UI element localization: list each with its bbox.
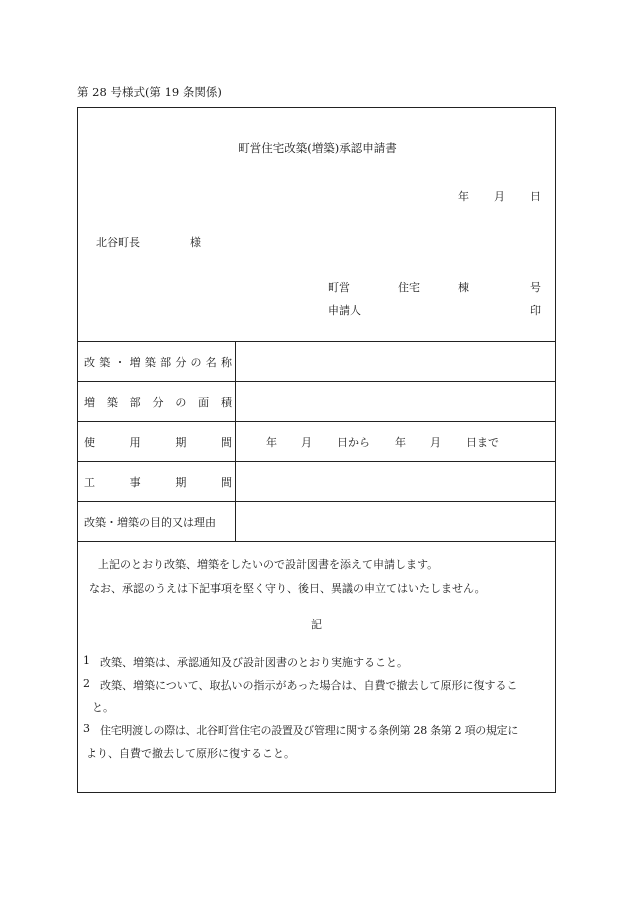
housing-mid: 住宅	[398, 281, 420, 294]
condition-text: 改築、増築について、取払いの指示があった場合は、自費で撤去して原形に復するこ	[100, 679, 518, 692]
unit-label: 号	[530, 281, 541, 294]
period-day-end: 日まで	[466, 436, 499, 449]
ki-heading: 記	[311, 618, 322, 631]
row-label-name: 改 築 ・ 増 築 部 分 の 名 称	[84, 356, 232, 369]
row-label-usage-period: 使 用 期 間	[84, 436, 232, 449]
addressee-name: 北谷町長	[96, 236, 140, 249]
column-divider	[235, 341, 236, 541]
row-label-area: 増 築 部 分 の 面 積	[84, 396, 232, 409]
divider	[78, 341, 555, 342]
condition-text: 改築、増築は、承認通知及び設計図書のとおり実施すること。	[100, 656, 408, 669]
form-title: 町営住宅改築(増築)承認申請書	[238, 141, 397, 155]
housing-prefix: 町営	[328, 281, 350, 294]
condition-text-continued: と。	[92, 701, 114, 714]
condition-number: 2	[83, 677, 90, 690]
divider	[78, 381, 555, 382]
divider	[78, 501, 555, 502]
divider	[78, 421, 555, 422]
condition-number: 1	[83, 654, 90, 667]
seal-mark: 印	[530, 304, 541, 317]
date-year: 年	[458, 190, 469, 203]
addressee-honorific: 様	[190, 236, 201, 249]
row-label-purpose: 改築・増築の目的又は理由	[84, 516, 216, 529]
date-month: 月	[494, 190, 505, 203]
condition-number: 3	[83, 722, 90, 735]
period-month-end: 月	[430, 436, 441, 449]
form-number: 第 28 号様式(第 19 条関係)	[77, 85, 222, 99]
condition-text-continued: より、自費で撤去して原形に復すること。	[86, 747, 295, 760]
date-day: 日	[530, 190, 541, 203]
building-label: 棟	[458, 281, 469, 294]
statement-line: 上記のとおり改築、増築をしたいので設計図書を添えて申請します。	[98, 558, 439, 571]
period-year-end: 年	[395, 436, 406, 449]
period-year-start: 年	[266, 436, 277, 449]
period-day-start: 日から	[337, 436, 370, 449]
application-form	[77, 107, 556, 793]
period-month-start: 月	[301, 436, 312, 449]
condition-text: 住宅明渡しの際は、北谷町営住宅の設置及び管理に関する条例第 28 条第 2 項の規定に	[100, 724, 519, 737]
applicant-label: 申請人	[328, 304, 361, 317]
row-label-construction-period: 工 事 期 間	[84, 476, 232, 489]
statement-line: なお、承認のうえは下記事項を堅く守り、後日、異議の申立てはいたしません。	[89, 582, 486, 595]
divider	[78, 461, 555, 462]
divider	[78, 541, 555, 542]
